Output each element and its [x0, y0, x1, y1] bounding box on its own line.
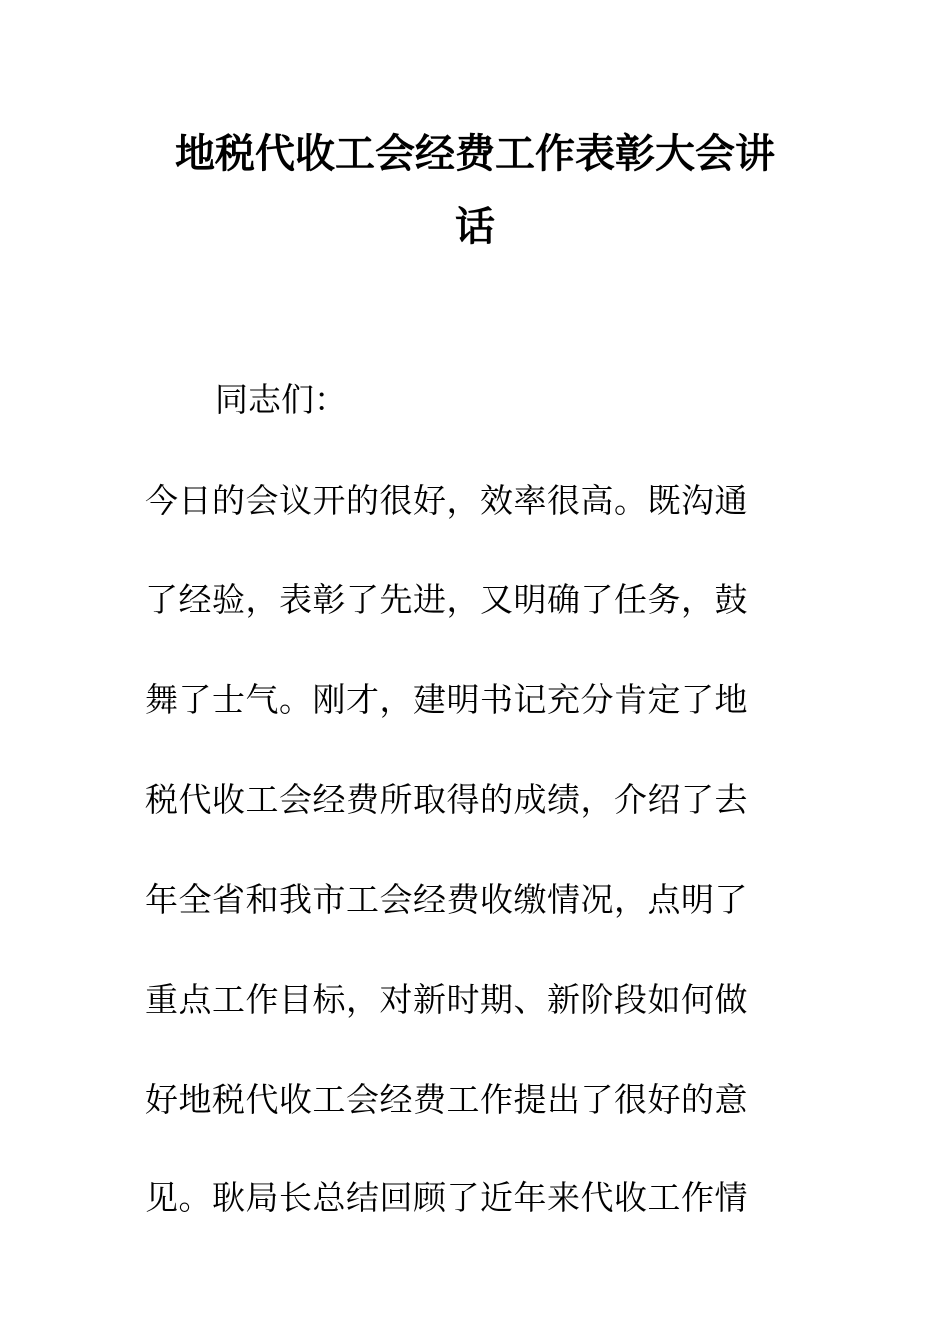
document-title-line-2: 话 [455, 203, 495, 250]
body-line-5: 年全省和我市工会经费收缴情况，点明了 [145, 880, 748, 919]
body-line-6: 重点工作目标，对新时期、新阶段如何做 [145, 980, 748, 1019]
body-line-1: 今日的会议开的很好，效率很高。既沟通 [145, 481, 748, 520]
greeting: 同志们： [215, 380, 347, 419]
document-title-line-1: 地税代收工会经费工作表彰大会讲 [175, 130, 775, 177]
body-line-7: 好地税代收工会经费工作提出了很好的意 [145, 1080, 748, 1119]
body-line-2: 了经验，表彰了先进，又明确了任务，鼓 [145, 580, 748, 619]
body-line-3: 舞了士气。刚才，建明书记充分肯定了地 [145, 680, 748, 719]
body-line-4: 税代收工会经费所取得的成绩，介绍了去 [145, 780, 748, 819]
body-line-8: 见。耿局长总结回顾了近年来代收工作情 [145, 1178, 748, 1217]
